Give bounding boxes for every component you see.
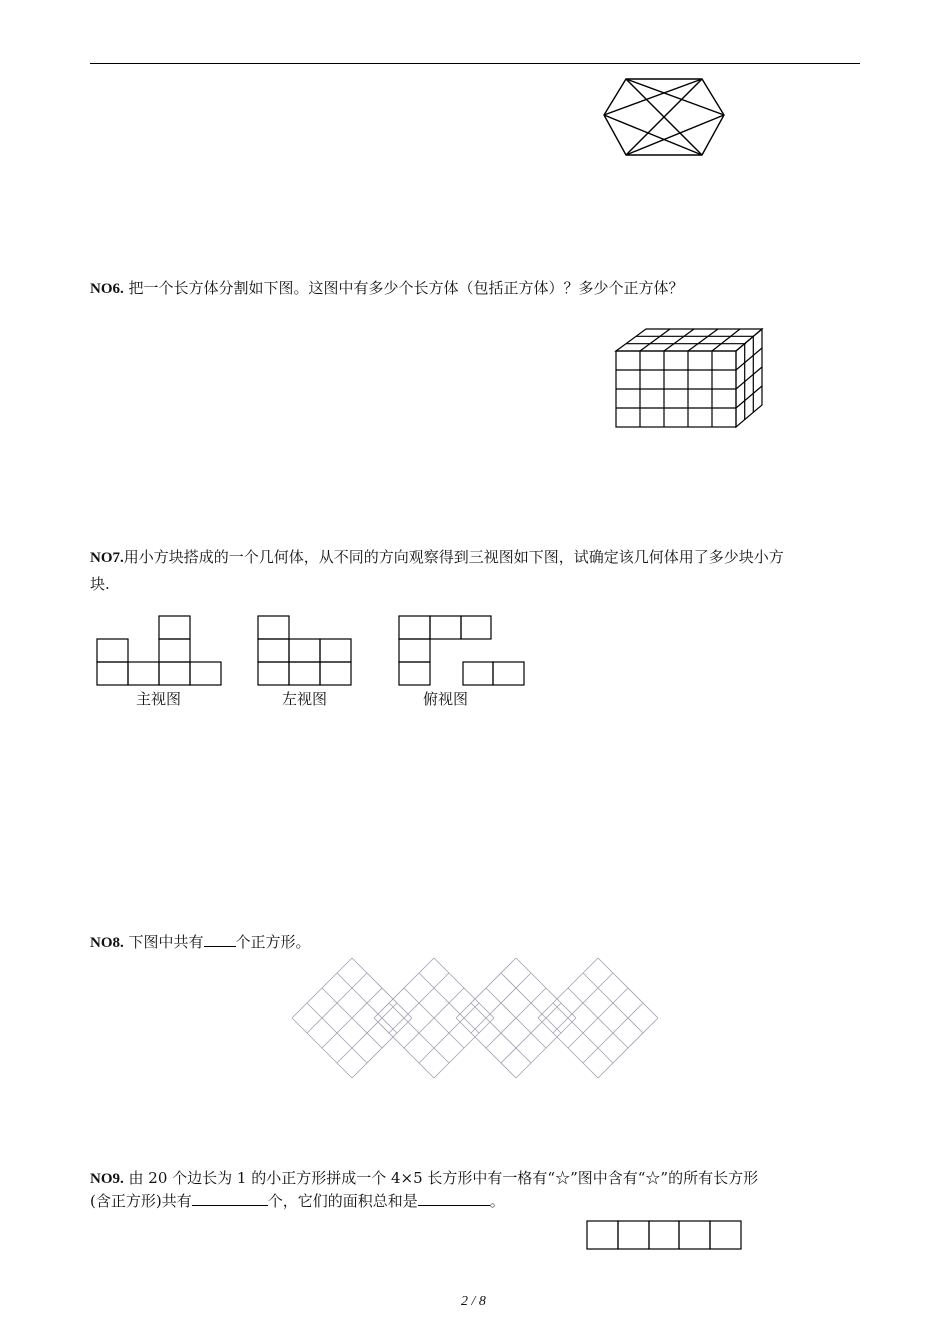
answer-blank[interactable] [204,932,236,947]
row-of-squares-figure [586,1219,744,1253]
question-no7 [90,545,784,570]
question-text-c: 。 [489,1192,505,1210]
question-text-line2: 块. [90,575,110,593]
page-number: 2 / 8 [461,1294,486,1309]
front-view-figure [96,614,224,688]
cuboid-figure [614,327,766,429]
question-text-b: 个，它们的面积总和是 [267,1192,418,1210]
top-view-caption: 俯视图 [423,690,469,708]
question-text-line1: 用小方块搭成的一个几何体，从不同的方向观察得到三视图如下图，试确定该几何体用了多少块小方 [123,548,784,566]
question-text-a: (含正方形)共有 [90,1192,192,1210]
question-no8 [90,930,311,955]
answer-blank-count[interactable] [192,1191,268,1206]
question-no9-line2 [90,1189,505,1213]
question-text-after: 个正方形。 [235,933,311,951]
question-text: 把一个长方体分割如下图。这图中有多少个长方体（包括正方体）？多少个正方体？ [128,279,684,297]
question-no7-line2 [90,572,110,596]
question-text-line1: 由 20 个边长为 1 的小正方形拼成一个 4×5 长方形中有一格有“☆”图中含有“☆”的所有长方形 [128,1169,759,1187]
question-no9 [90,1166,758,1191]
question-number: NO7. [90,550,124,566]
question-no6 [90,276,684,301]
question-text-before: 下图中共有 [128,933,204,951]
top-view-figure [397,614,527,688]
left-view-caption: 左视图 [282,690,328,708]
question-number: NO6. [90,281,124,297]
header-rule [90,63,860,64]
front-view-caption: 主视图 [136,690,182,708]
diamond-grid-figure [290,956,660,1080]
answer-blank-area[interactable] [418,1191,490,1206]
hexagon-figure [600,75,730,160]
question-number: NO8. [90,935,124,951]
question-number: NO9. [90,1171,124,1187]
left-view-figure [256,614,354,688]
